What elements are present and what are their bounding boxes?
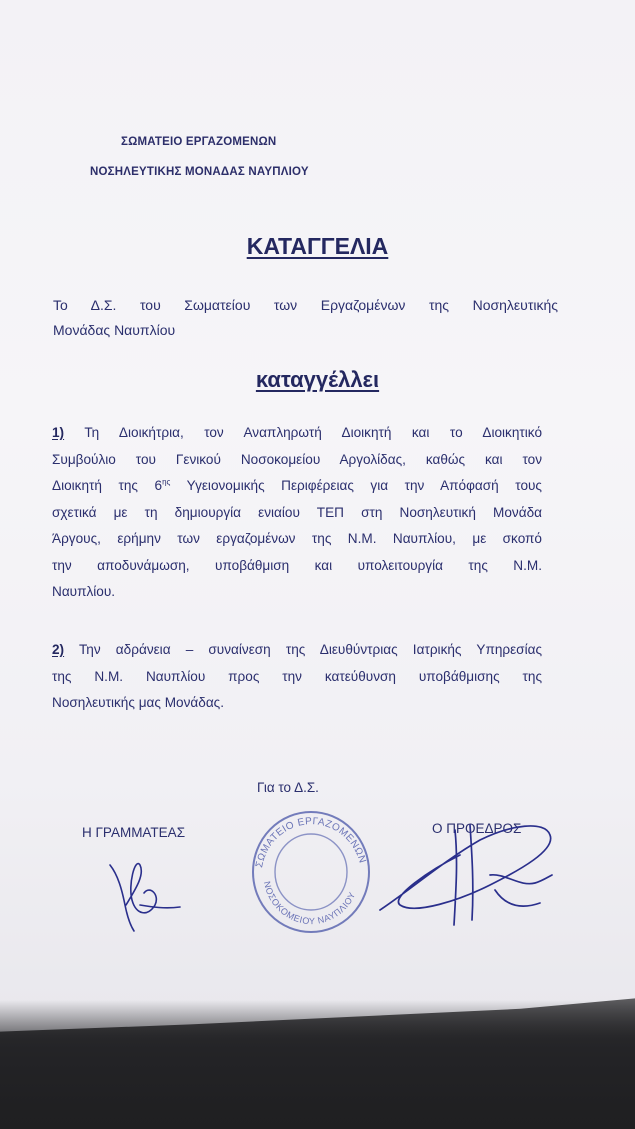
organization-name-line-1: ΣΩΜΑΤΕΙΟ ΕΡΓΑΖΟΜΕΝΩΝ [121, 136, 277, 148]
svg-text:ΣΩΜΑΤΕΙΟ ΕΡΓΑΖΟΜΕΝΩΝ [254, 816, 368, 869]
complaint-item-1 [52, 420, 542, 606]
for-board-label: Για το Δ.Σ. [257, 780, 319, 795]
item-text: Διοικητή της 6 [52, 478, 163, 493]
item-line: Άργους, ερήμην των εργαζομένων της Ν.Μ. Ναυπλίου, με σκοπό [52, 531, 542, 546]
union-stamp [240, 790, 380, 940]
item-number: 2) [52, 642, 65, 657]
page-bottom-shadow [0, 1000, 635, 1129]
intro-paragraph [53, 293, 558, 343]
stamp-text-top: ΣΩΜΑΤΕΙΟ ΕΡΓΑΖΟΜΕΝΩΝ [254, 816, 368, 869]
item-number: 1) [52, 425, 65, 440]
item-text: Υγειονομικής Περιφέρειας για την Απόφασή τους [186, 478, 542, 493]
document-subtitle: καταγγέλλει [255, 367, 380, 392]
intro-line: Το Δ.Σ. του Σωματείου των Εργαζομένων της Νοσηλευτικής [53, 297, 558, 313]
superscript: ης [162, 477, 171, 487]
president-label: Ο ΠΡΟΕΔΡΟΣ [432, 821, 522, 836]
item-line [52, 637, 542, 664]
secretary-label: Η ΓΡΑΜΜΑΤΕΑΣ [82, 825, 186, 840]
item-line: Νοσηλευτικής μας Μονάδας. [52, 695, 225, 710]
item-line [52, 473, 542, 500]
complaint-item-2 [52, 637, 542, 717]
item-line [52, 420, 542, 447]
item-line: την αποδυνάμωση, υποβάθμιση και υπολειτουργία της Ν.Μ. [52, 557, 542, 573]
item-line: Ναυπλίου. [52, 584, 116, 599]
intro-line: Μονάδας Ναυπλίου [53, 322, 176, 338]
president-signature [370, 815, 570, 935]
stamp-text-bottom: ΝΟΣΟΚΟΜΕΙΟΥ ΝΑΥΠΛΙΟΥ [261, 880, 358, 927]
item-line: της Ν.Μ. Ναυπλίου προς την κατεύθυνση υποβάθμισης της [52, 668, 542, 684]
secretary-signature [100, 845, 190, 935]
organization-name-line-2: ΝΟΣΗΛΕΥΤΙΚΗΣ ΜΟΝΑΔΑΣ ΝΑΥΠΛΙΟΥ [90, 166, 309, 178]
item-text: Τη Διοικήτρια, τον Αναπληρωτή Διοικητή και το Διοικητικό [84, 425, 543, 440]
item-text: Την αδράνεια – συναίνεση της Διευθύντριας Ιατρικής Υπηρεσίας [79, 642, 542, 657]
item-line: Συμβούλιο του Γενικού Νοσοκομείου Αργολίδας, καθώς και τον [52, 451, 542, 467]
document-title: ΚΑΤΑΓΓΕΛΙΑ [246, 233, 389, 259]
item-line: σχετικά με τη δημιουργία ενιαίου ΤΕΠ στη Νοσηλευτική Μονάδα [52, 504, 542, 520]
